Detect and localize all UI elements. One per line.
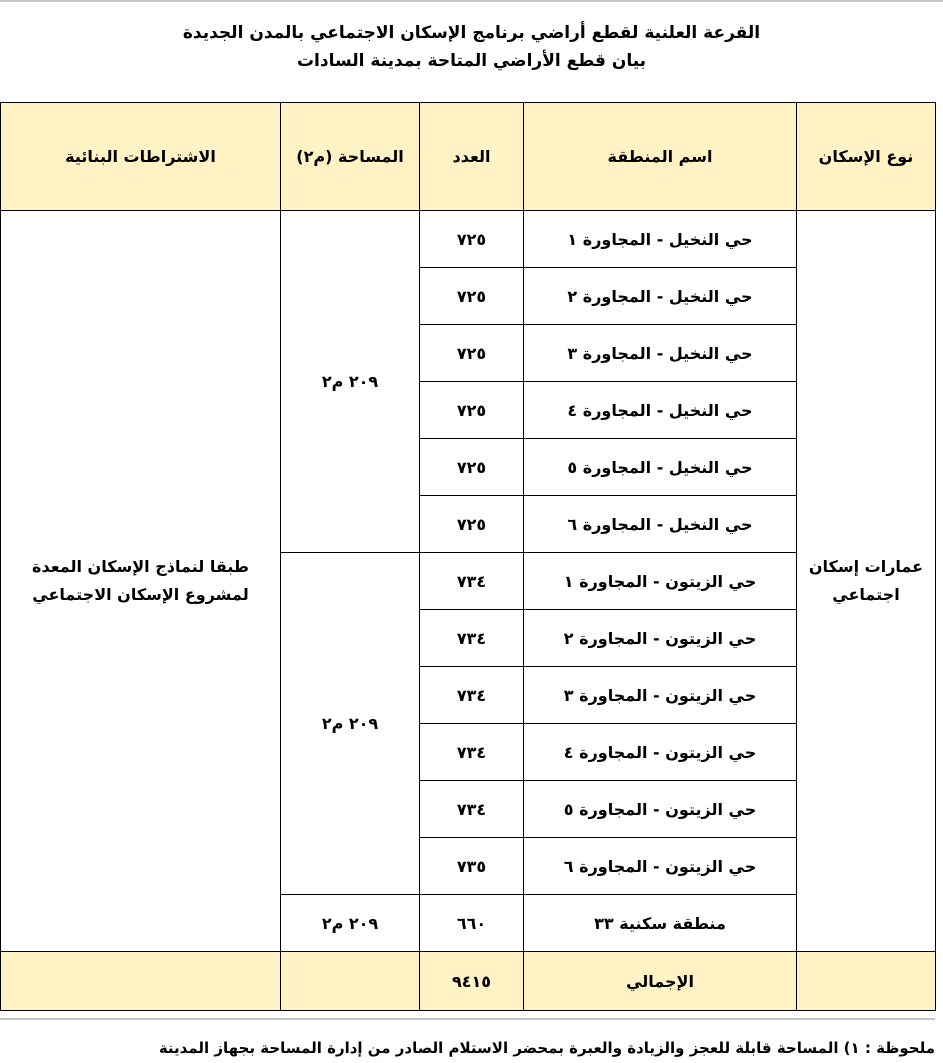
header-area: المساحة (م٢) [281,103,420,211]
title-line-2: بيان قطع الأراضي المتاحة بمدينة السادات [296,51,647,71]
area-name-cell: حي الزيتون - المجاورة ٢ [524,610,797,667]
header-conditions: الاشتراطات البنائية [1,103,281,211]
area-name-cell: حي النخيل - المجاورة ١ [524,211,797,268]
title-line-1: القرعة العلنية لقطع أراضي برنامج الإسكان الاجتماعي بالمدن الجديدة [182,23,761,43]
count-cell: ٧٢٥ [420,439,524,496]
area-cell: ٢٠٩ م٢ [281,895,420,952]
count-cell: ٧٣٥ [420,838,524,895]
area-name-cell: حي الزيتون - المجاورة ٤ [524,724,797,781]
housing-type-cell: عمارات إسكان اجتماعي [797,211,936,952]
area-name-cell: منطقة سكنية ٣٣ [524,895,797,952]
area-name-cell: حي الزيتون - المجاورة ٣ [524,667,797,724]
total-row [1,952,936,1011]
count-cell: ٧٣٤ [420,724,524,781]
area-name-cell: حي النخيل - المجاورة ٦ [524,496,797,553]
count-cell: ٧٢٥ [420,211,524,268]
total-count: ٩٤١٥ [420,952,524,1011]
header-housing-type: نوع الإسكان [797,103,936,211]
table-row [1,211,936,268]
count-cell: ٧٣٤ [420,667,524,724]
count-cell: ٧٣٤ [420,610,524,667]
area-name-cell: حي النخيل - المجاورة ٢ [524,268,797,325]
area-name-cell: حي النخيل - المجاورة ٥ [524,439,797,496]
land-plots-table [0,102,936,1011]
header-area-name: اسم المنطقة [524,103,797,211]
total-label: الإجمالي [524,952,797,1011]
count-cell: ٧٣٤ [420,781,524,838]
area-cell: ٢٠٩ م٢ [281,211,420,553]
area-name-cell: حي النخيل - المجاورة ٣ [524,325,797,382]
area-name-cell: حي النخيل - المجاورة ٤ [524,382,797,439]
area-name-cell: حي الزيتون - المجاورة ٥ [524,781,797,838]
header-count: العدد [420,103,524,211]
conditions-cell: طبقا لنماذج الإسكان المعدة لمشروع الإسكان الاجتماعي [1,211,281,952]
area-name-cell: حي الزيتون - المجاورة ١ [524,553,797,610]
count-cell: ٧٢٥ [420,496,524,553]
table-header-row [1,103,936,211]
count-cell: ٧٣٤ [420,553,524,610]
count-cell: ٧٢٥ [420,325,524,382]
footnote: ملحوظة : ١) المساحة قابلة للعجز والزيادة والعبرة بمحضر الاستلام الصادر من إدارة المساحة بجهاز المدينة [0,1018,935,1063]
area-cell: ٢٠٩ م٢ [281,553,420,895]
total-blank-cell [1,952,281,1011]
total-blank-cell [281,952,420,1011]
total-blank-cell [797,952,936,1011]
count-cell: ٧٢٥ [420,268,524,325]
document-title [0,0,943,100]
count-cell: ٧٢٥ [420,382,524,439]
area-name-cell: حي الزيتون - المجاورة ٦ [524,838,797,895]
count-cell: ٦٦٠ [420,895,524,952]
